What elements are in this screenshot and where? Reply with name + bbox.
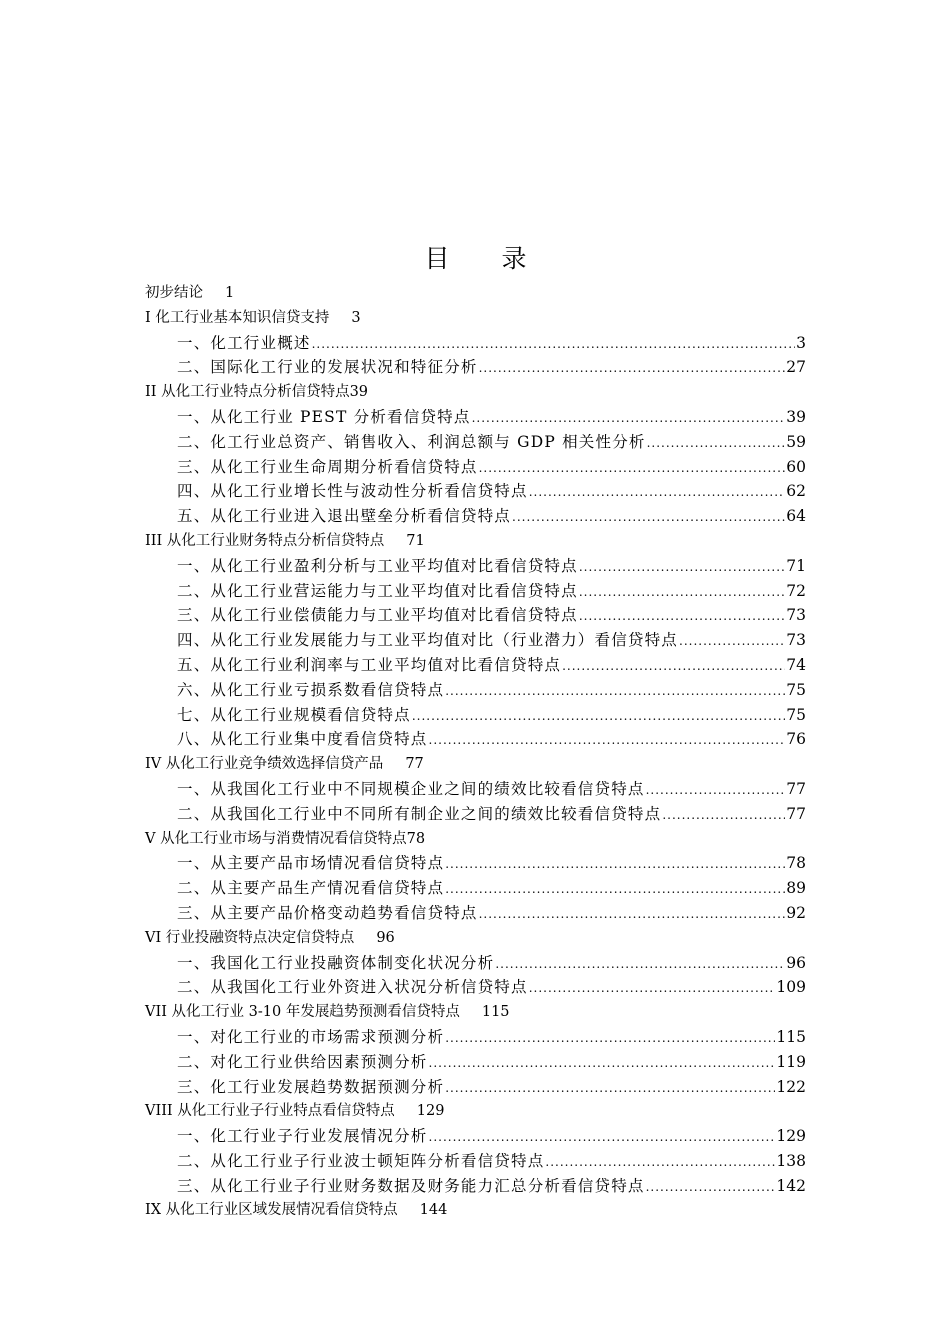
entry-label: 三、化工行业发展趋势数据预测分析	[177, 1077, 445, 1096]
entry-page-number: 109	[776, 978, 806, 997]
toc-entry[interactable]	[145, 1025, 806, 1050]
dot-leader	[479, 456, 786, 481]
dot-leader	[445, 679, 785, 704]
entry-label: 二、从主要产品生产情况看信贷特点	[177, 879, 445, 898]
chapter-page-number: 71	[406, 532, 425, 549]
entry-label: 二、国际化工行业的发展状况和特征分析	[177, 358, 478, 377]
toc-chapter[interactable]	[145, 926, 806, 951]
dot-leader	[472, 406, 786, 431]
toc-entry[interactable]	[145, 1050, 806, 1075]
entry-page-number: 77	[786, 804, 806, 823]
entry-label: 二、从化工行业子行业波士顿矩阵分析看信贷特点	[177, 1151, 545, 1170]
chapter-title: VIII 从化工行业子行业特点看信贷特点	[145, 1103, 395, 1120]
toc-entry[interactable]	[145, 405, 806, 430]
dot-leader	[429, 1125, 776, 1150]
toc-entry[interactable]	[145, 1149, 806, 1174]
chapter-title: IV 从化工行业竞争绩效选择信贷产品	[145, 756, 384, 773]
toc-entry[interactable]	[145, 603, 806, 628]
dot-leader	[445, 877, 785, 902]
toc-entry[interactable]	[145, 455, 806, 480]
toc-entry[interactable]	[145, 975, 806, 1000]
entry-page-number: 74	[786, 655, 806, 674]
entry-page-number: 78	[786, 854, 806, 873]
chapter-page-number: 1	[225, 285, 235, 301]
entry-page-number: 76	[786, 730, 806, 749]
toc-entry[interactable]	[145, 430, 806, 455]
dot-leader	[579, 604, 785, 629]
entry-label: 五、从化工行业进入退出壁垒分析看信贷特点	[177, 507, 512, 526]
entry-label: 一、我国化工行业投融资体制变化状况分析	[177, 953, 495, 972]
entry-page-number: 60	[786, 457, 806, 476]
entry-page-number: 59	[786, 432, 806, 451]
dot-leader	[579, 580, 785, 605]
dot-leader	[647, 431, 786, 456]
toc-chapter[interactable]	[145, 281, 806, 306]
dot-leader	[646, 1175, 776, 1200]
toc-entry[interactable]	[145, 628, 806, 653]
entry-page-number: 3	[796, 333, 806, 352]
dot-leader	[479, 902, 786, 927]
dot-leader	[429, 728, 786, 753]
entry-label: 三、从化工行业子行业财务数据及财务能力汇总分析看信贷特点	[177, 1176, 645, 1195]
toc-entry[interactable]	[145, 1124, 806, 1149]
entry-page-number: 27	[786, 358, 806, 377]
dot-leader	[495, 952, 785, 977]
table-of-contents	[145, 238, 806, 1223]
entry-label: 一、对化工行业的市场需求预测分析	[177, 1027, 445, 1046]
dot-leader	[512, 505, 785, 530]
dot-leader	[529, 480, 786, 505]
toc-chapter[interactable]	[145, 306, 806, 331]
dot-leader	[562, 654, 785, 679]
entry-page-number: 129	[776, 1127, 806, 1146]
toc-entry[interactable]	[145, 579, 806, 604]
toc-chapter[interactable]	[145, 1099, 806, 1124]
toc-entry[interactable]	[145, 554, 806, 579]
chapter-page-number: 3	[351, 309, 361, 326]
dot-leader	[646, 778, 786, 803]
toc-entry[interactable]	[145, 355, 806, 380]
chapter-title: IX 从化工行业区域发展情况看信贷特点	[145, 1202, 398, 1219]
toc-entry[interactable]	[145, 479, 806, 504]
dot-leader	[445, 852, 785, 877]
chapter-title: VI 行业投融资特点决定信贷特点	[145, 929, 355, 946]
entry-page-number: 62	[786, 482, 806, 501]
chapter-page-number: 39	[349, 384, 369, 401]
chapter-page-number: 96	[376, 929, 395, 946]
entry-label: 三、从化工行业偿债能力与工业平均值对比看信贷特点	[177, 606, 578, 625]
entry-page-number: 73	[786, 606, 806, 625]
entry-page-number: 75	[786, 705, 806, 724]
entry-page-number: 72	[786, 581, 806, 600]
toc-entry[interactable]	[145, 802, 806, 827]
entry-page-number: 119	[776, 1052, 806, 1071]
chapter-title: II 从化工行业特点分析信贷特点	[145, 384, 350, 401]
entry-label: 二、化工行业总资产、销售收入、利润总额与 GDP 相关性分析	[177, 432, 646, 451]
toc-chapter[interactable]	[145, 1000, 806, 1025]
toc-chapter[interactable]	[145, 1198, 806, 1223]
chapter-title: 初步结论	[145, 285, 203, 301]
dot-leader	[662, 803, 785, 828]
dot-leader	[529, 976, 776, 1001]
chapter-title: VII 从化工行业 3-10 年发展趋势预测看信贷特点	[145, 1004, 460, 1021]
dot-leader	[429, 1051, 776, 1076]
entry-page-number: 138	[776, 1151, 806, 1170]
toc-list	[145, 281, 806, 1223]
toc-entry[interactable]	[145, 851, 806, 876]
entry-label: 一、化工行业子行业发展情况分析	[177, 1127, 428, 1146]
chapter-title: III 从化工行业财务特点分析信贷特点	[145, 532, 385, 549]
toc-entry[interactable]	[145, 678, 806, 703]
entry-label: 四、从化工行业发展能力与工业平均值对比（行业潜力）看信贷特点	[177, 631, 679, 650]
toc-entry[interactable]	[145, 331, 806, 356]
entry-label: 二、对化工行业供给因素预测分析	[177, 1052, 428, 1071]
toc-entry[interactable]	[145, 1174, 806, 1199]
dot-leader	[412, 704, 785, 729]
entry-label: 一、从化工行业 PEST 分析看信贷特点	[177, 407, 471, 426]
entry-label: 一、从主要产品市场情况看信贷特点	[177, 854, 445, 873]
toc-chapter[interactable]	[145, 380, 806, 405]
entry-page-number: 39	[786, 407, 806, 426]
toc-entry[interactable]	[145, 703, 806, 728]
entry-label: 五、从化工行业利润率与工业平均值对比看信贷特点	[177, 655, 562, 674]
entry-label: 二、从化工行业营运能力与工业平均值对比看信贷特点	[177, 581, 578, 600]
toc-entry[interactable]	[145, 727, 806, 752]
entry-page-number: 77	[786, 779, 806, 798]
chapter-page-number: 129	[416, 1103, 445, 1120]
chapter-page-number: 77	[405, 756, 424, 773]
dot-leader	[312, 332, 796, 357]
dot-leader	[445, 1026, 775, 1051]
toc-chapter[interactable]	[145, 752, 806, 777]
entry-label: 二、从我国化工行业中不同所有制企业之间的绩效比较看信贷特点	[177, 804, 662, 823]
entry-page-number: 92	[786, 903, 806, 922]
toc-entry[interactable]	[145, 653, 806, 678]
entry-page-number: 122	[776, 1077, 806, 1096]
entry-page-number: 73	[786, 631, 806, 650]
entry-label: 二、从我国化工行业外资进入状况分析信贷特点	[177, 978, 528, 997]
toc-entry[interactable]	[145, 504, 806, 529]
entry-label: 三、从主要产品价格变动趋势看信贷特点	[177, 903, 478, 922]
chapter-title: I 化工行业基本知识信贷支持	[145, 309, 330, 326]
toc-chapter[interactable]	[145, 827, 806, 852]
entry-label: 三、从化工行业生命周期分析看信贷特点	[177, 457, 478, 476]
entry-page-number: 89	[786, 879, 806, 898]
toc-entry[interactable]	[145, 901, 806, 926]
chapter-title: V 从化工行业市场与消费情况看信贷特点	[145, 830, 407, 847]
toc-entry[interactable]	[145, 1075, 806, 1100]
chapter-page-number: 78	[406, 830, 426, 847]
chapter-page-number: 144	[419, 1202, 448, 1219]
toc-entry[interactable]	[145, 777, 806, 802]
entry-page-number: 71	[786, 556, 806, 575]
chapter-page-number: 115	[481, 1004, 510, 1021]
entry-page-number: 115	[776, 1027, 806, 1046]
toc-title: 目 录	[424, 244, 549, 273]
entry-page-number: 142	[776, 1176, 806, 1195]
toc-chapter[interactable]	[145, 529, 806, 554]
entry-label: 七、从化工行业规模看信贷特点	[177, 705, 411, 724]
entry-page-number: 96	[786, 953, 806, 972]
entry-page-number: 64	[786, 507, 806, 526]
dot-leader	[679, 629, 785, 654]
dot-leader	[445, 1076, 775, 1101]
toc-entry[interactable]	[145, 876, 806, 901]
entry-label: 四、从化工行业增长性与波动性分析看信贷特点	[177, 482, 528, 501]
dot-leader	[479, 356, 786, 381]
entry-label: 六、从化工行业亏损系数看信贷特点	[177, 680, 445, 699]
entry-page-number: 75	[786, 680, 806, 699]
dot-leader	[545, 1150, 775, 1175]
toc-entry[interactable]	[145, 951, 806, 976]
entry-label: 一、化工行业概述	[177, 333, 311, 352]
entry-label: 一、从化工行业盈利分析与工业平均值对比看信贷特点	[177, 556, 578, 575]
entry-label: 八、从化工行业集中度看信贷特点	[177, 730, 428, 749]
entry-label: 一、从我国化工行业中不同规模企业之间的绩效比较看信贷特点	[177, 779, 645, 798]
dot-leader	[579, 555, 785, 580]
